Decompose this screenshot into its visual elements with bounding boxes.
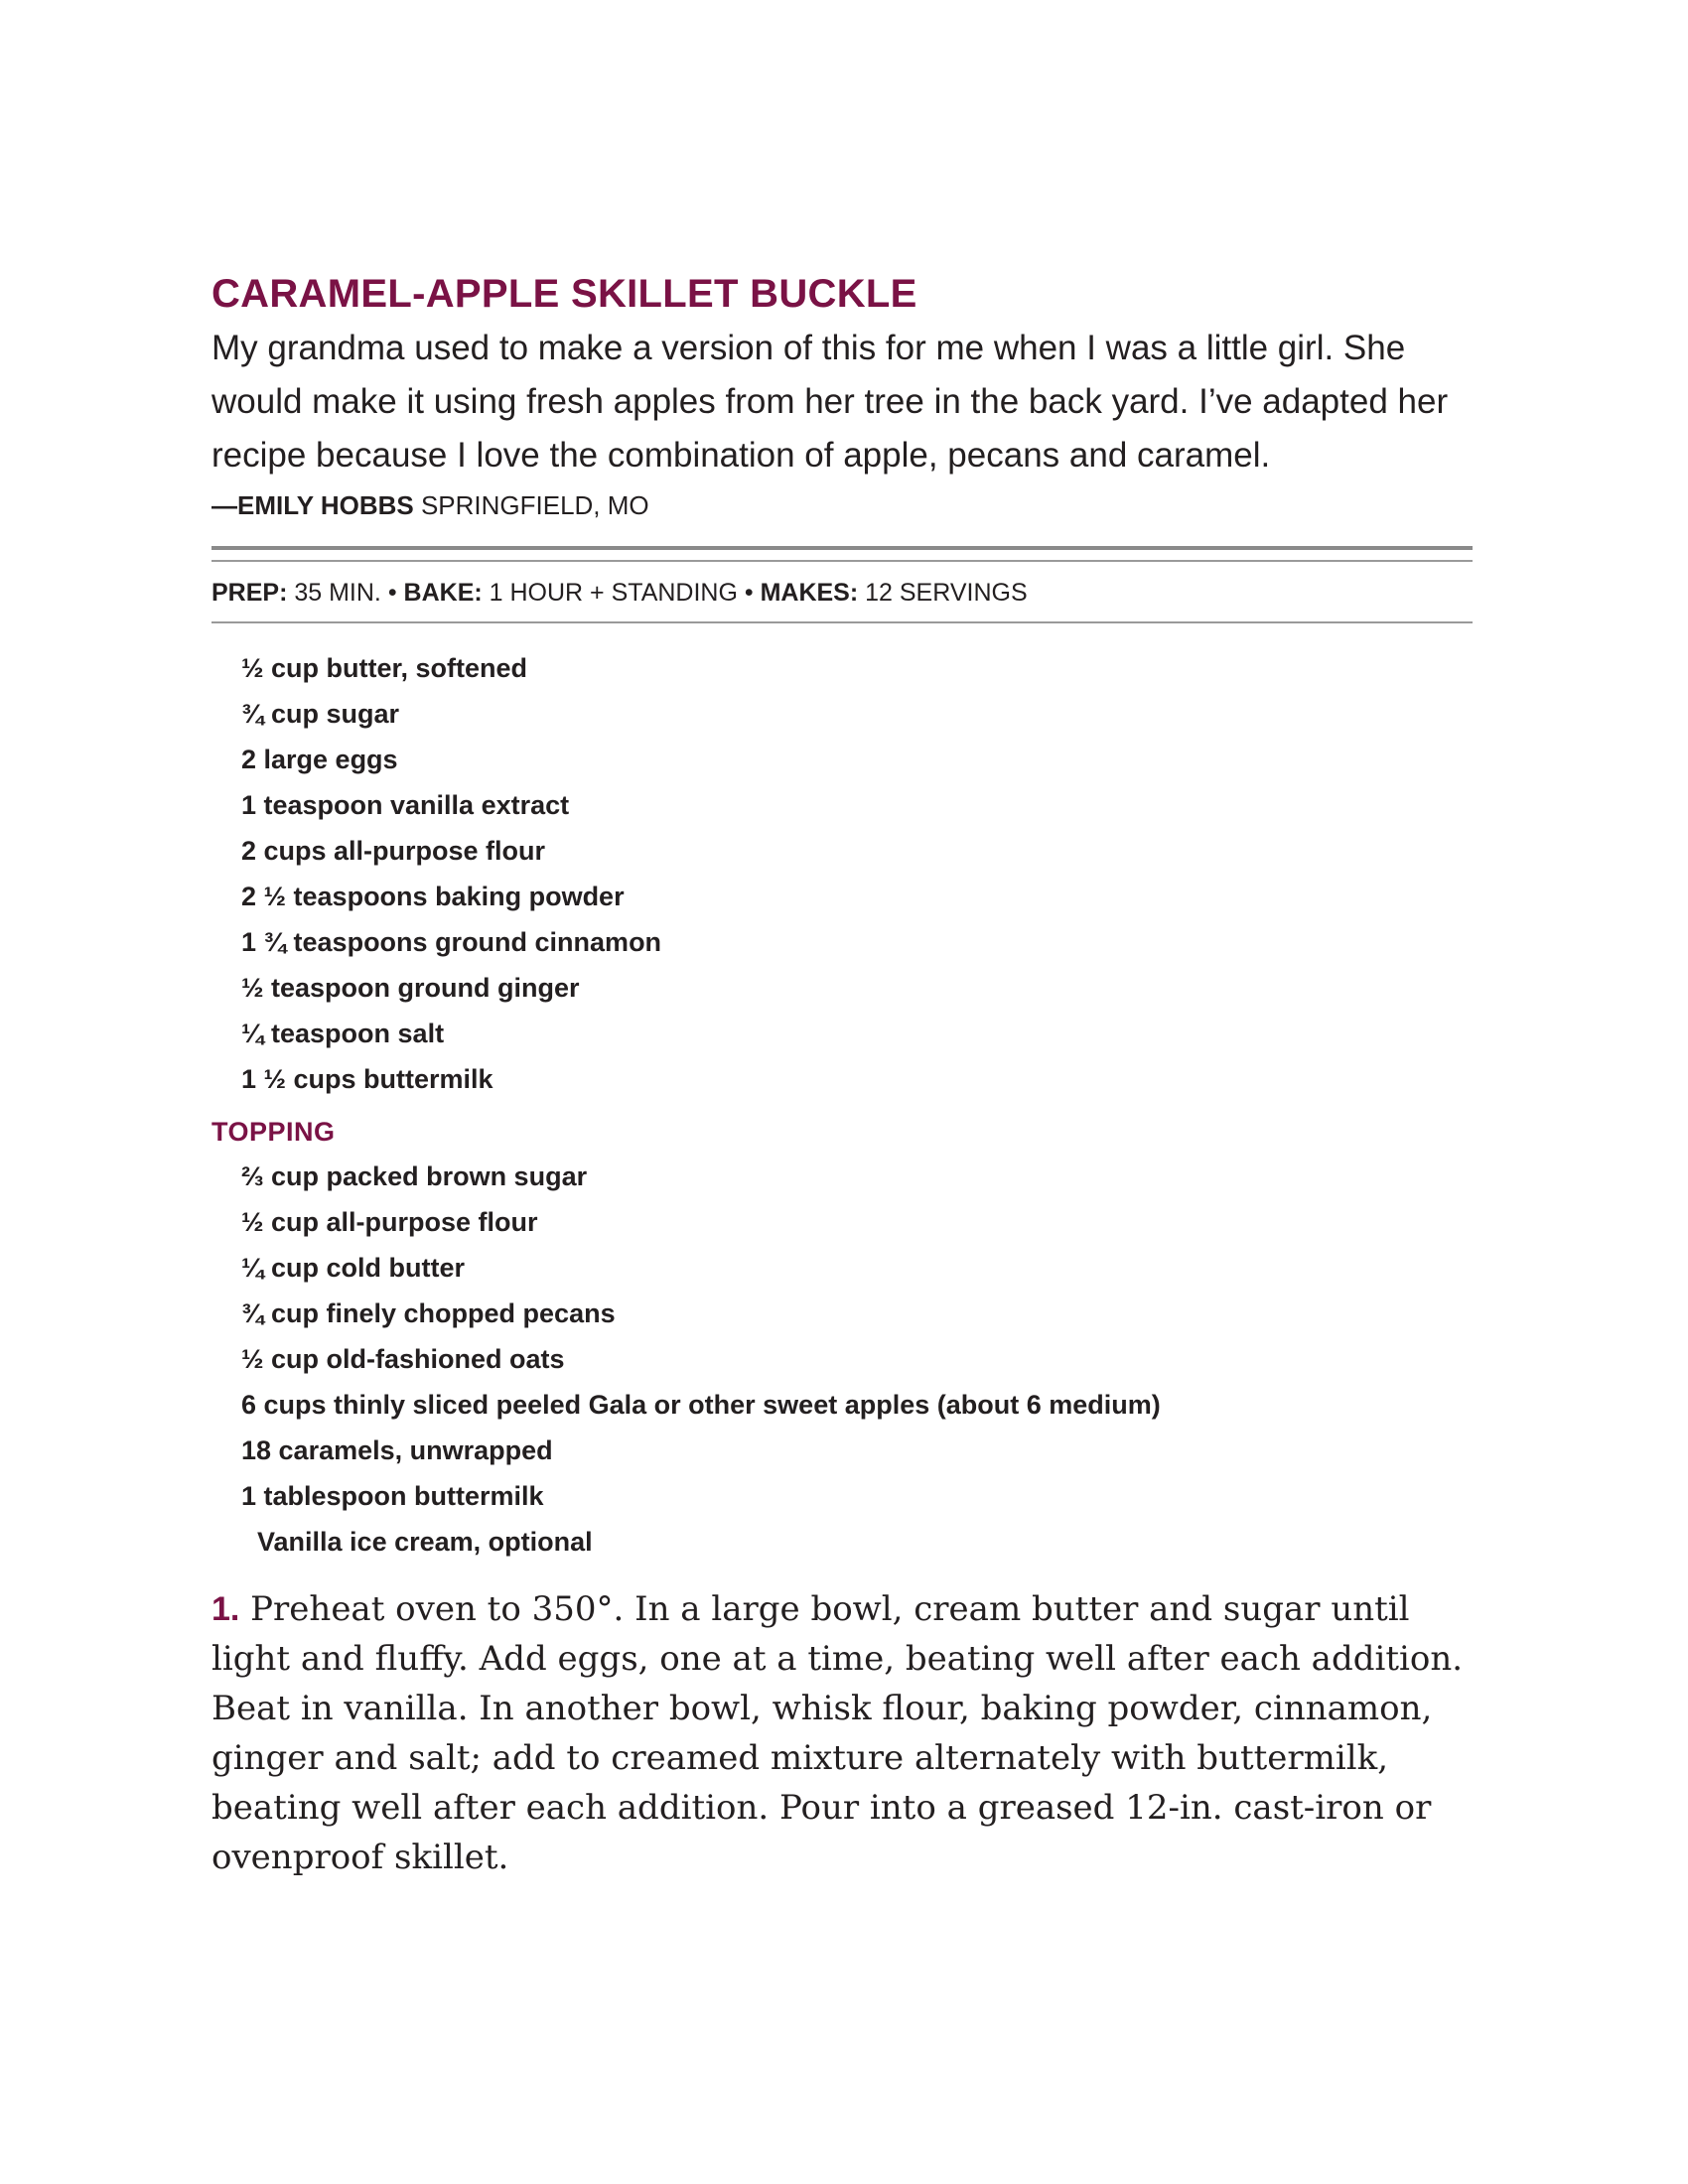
makes-label: MAKES: — [760, 579, 859, 607]
topping-item: 6 cups thinly sliced peeled Gala or other sweet apples (about 6 medium) — [241, 1390, 1161, 1420]
ingredient-item: ½ teaspoon ground ginger — [241, 973, 580, 1003]
recipe-meta — [211, 562, 1473, 621]
makes-value: 12 SERVINGS — [858, 579, 1028, 607]
ingredient-list — [211, 645, 1473, 1102]
topping-heading: TOPPING — [211, 1117, 336, 1147]
topping-item: ¾ cup finely chopped pecans — [241, 1298, 616, 1328]
prep-label: PREP: — [211, 579, 288, 607]
topping-item: ⅔ cup packed brown sugar — [241, 1161, 588, 1191]
topping-item: ½ cup old-fashioned oats — [241, 1344, 565, 1374]
ingredient-item: 2 cups all-purpose flour — [241, 836, 546, 866]
recipe-intro: My grandma used to make a version of this for me when I was a little girl. She would make it using fresh apples from her tree in the back yard. I’ve adapted her recipe because I love the combination of apple, pecans and caramel. — [211, 329, 1449, 475]
divider-double — [211, 546, 1473, 550]
recipe-title: CARAMEL-APPLE SKILLET BUCKLE — [211, 272, 917, 316]
ingredient-item: 2 large eggs — [241, 745, 398, 774]
topping-item: 1 tablespoon buttermilk — [241, 1481, 544, 1511]
topping-item: ½ cup all-purpose flour — [241, 1207, 538, 1237]
byline — [211, 488, 1473, 522]
topping-list — [211, 1154, 1473, 1565]
ingredient-item: 1 ½ cups buttermilk — [241, 1064, 493, 1094]
author-name: —EMILY HOBBS — [211, 490, 414, 520]
ingredient-item: ½ cup butter, softened — [241, 653, 528, 683]
author-location: SPRINGFIELD, MO — [413, 490, 649, 520]
instruction-step — [211, 1584, 1473, 1882]
topping-item: ¼ cup cold butter — [241, 1253, 466, 1283]
bake-value: 1 HOUR + STANDING • — [482, 579, 761, 607]
divider-bottom — [211, 621, 1473, 623]
ingredient-item: 1 teaspoon vanilla extract — [241, 790, 570, 820]
ingredient-item: 1 ¾ teaspoons ground cinnamon — [241, 927, 662, 957]
bake-label: BAKE: — [403, 579, 483, 607]
ingredient-item: ¼ teaspoon salt — [241, 1019, 445, 1048]
topping-item-optional: Vanilla ice cream, optional — [257, 1527, 593, 1557]
ingredient-item: ¾ cup sugar — [241, 699, 400, 729]
step-text: Preheat oven to 350°. In a large bowl, cream butter and sugar until light and fluffy. Add eggs, one at a time, beating well after each addition. Beat in vanilla. In another bowl, whisk flour, baking powder, cinnamon, ginger and salt; add to creamed mixture alternately with buttermilk, beating well after each addition. Pour into a greased 12-in. cast-iron or ovenproof skillet. — [211, 1589, 1464, 1877]
recipe-page — [211, 266, 1473, 1882]
prep-value: 35 MIN. • — [287, 579, 404, 607]
topping-item: 18 caramels, unwrapped — [241, 1435, 553, 1465]
step-number: 1. — [211, 1590, 240, 1628]
ingredient-item: 2 ½ teaspoons baking powder — [241, 882, 625, 911]
